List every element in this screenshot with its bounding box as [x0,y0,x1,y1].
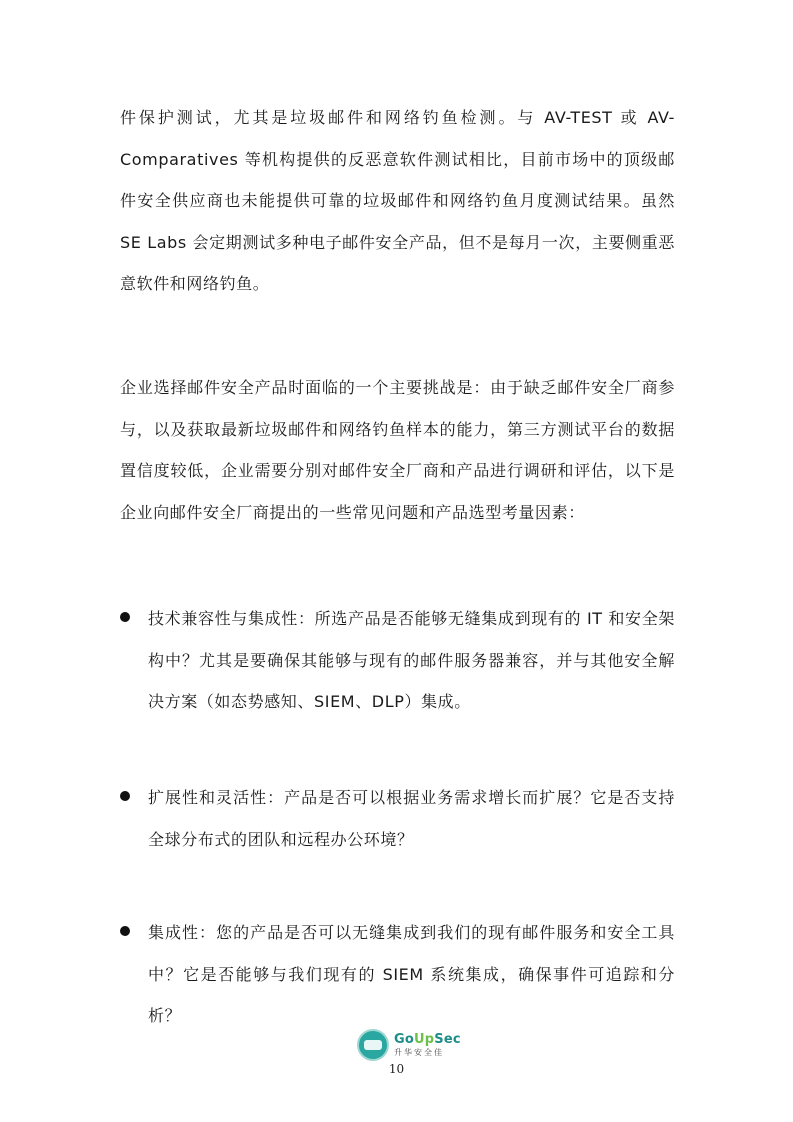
page-number: 10 [388,1062,405,1076]
list-item-text: 扩展性和灵活性：产品是否可以根据业务需求增长而扩展？它是否支持全球分布式的团队和远程办公环境？ [148,788,675,849]
bullet-icon [120,926,130,936]
list-item [120,598,675,723]
paragraph-selection-challenges: 企业选择邮件安全产品时面临的一个主要挑战是：由于缺乏邮件安全厂商参与，以及获取最新垃圾邮件和网络钓鱼样本的能力，第三方测试平台的数据置信度较低，企业需要分别对邮件安全厂商和产品进行调研和评估，以下是企业向邮件安全厂商提出的一些常见问题和产品选型考量因素： [120,378,675,522]
logo-brand-name [394,1033,461,1046]
goupsec-seal-icon [357,1029,389,1061]
logo-brand-suffix: Sec [434,1032,461,1047]
list-item [120,912,675,1037]
list-item [120,777,675,860]
paragraph-email-testing: 件保护测试，尤其是垃圾邮件和网络钓鱼检测。与 AV-TEST 或 AV-Comparatives 等机构提供的反恶意软件测试相比，目前市场中的顶级邮件安全供应商也未能提供可靠的垃圾邮件和网络钓鱼月度测试结果。虽然 SE Labs 会定期测试多种电子邮件安全产品，但不是每月一次，主要侧重恶意软件和网络钓鱼。 [120,108,675,293]
logo-brand-prefix: Go [394,1032,415,1047]
logo-chinese-name: 升华安全佳 [394,1048,444,1057]
logo-brand-highlight: Up [414,1032,435,1047]
list-item-text: 技术兼容性与集成性：所选产品是否能够无缝集成到现有的 IT 和安全架构中？尤其是要确保其能够与现有的邮件服务器兼容，并与其他安全解决方案（如态势感知、SIEM、DLP）集成。 [148,609,675,711]
seal-badge [364,1040,382,1050]
bullet-icon [120,612,130,622]
bullet-icon [120,791,130,801]
list-item-text: 集成性：您的产品是否可以无缝集成到我们的现有邮件服务和安全工具中？它是否能够与我们现有的 SIEM 系统集成，确保事件可追踪和分析？ [148,923,675,1025]
footer-logo [357,1029,461,1061]
logo-text [394,1033,461,1057]
